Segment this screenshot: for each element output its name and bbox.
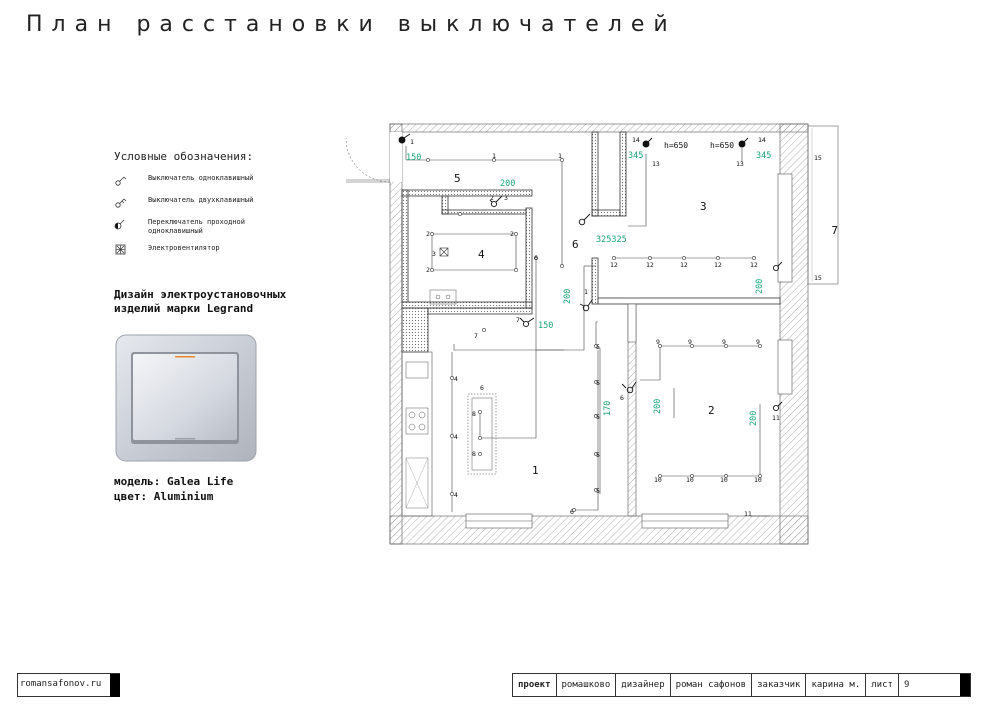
footer-site: romansafonov.ru xyxy=(20,679,102,689)
room-label-1: 1 xyxy=(532,464,539,477)
point-number: 6 xyxy=(570,508,574,516)
room-label-5: 5 xyxy=(454,172,461,185)
point-number: 9 xyxy=(656,338,660,346)
point-number: 14 xyxy=(632,136,640,144)
point-number: 1 xyxy=(410,138,414,146)
point-number: 6 xyxy=(480,384,484,392)
dim-label: 150 xyxy=(538,321,554,331)
floor-plan xyxy=(330,118,840,548)
point-number: 12 xyxy=(750,261,758,269)
dim-label: 200 xyxy=(749,410,759,426)
point-number: 6 xyxy=(534,254,538,262)
dim-label: 170 xyxy=(603,400,613,416)
dim-label: 325325 xyxy=(596,235,627,245)
dim-label: 345 xyxy=(756,151,772,161)
page-title: План расстановки выключателей xyxy=(26,12,677,37)
point-number: 4 xyxy=(454,375,458,383)
point-number: 10 xyxy=(754,476,762,484)
outer-walls xyxy=(390,124,808,544)
point-number: 10 xyxy=(686,476,694,484)
point-number: 2 xyxy=(490,194,494,202)
footer-designer-label: дизайнер xyxy=(616,674,670,696)
point-number: 4 xyxy=(454,433,458,441)
color-label: цвет: Aluminium xyxy=(114,490,214,503)
room-label-7: 7 xyxy=(831,224,838,237)
dim-label: 200 xyxy=(500,179,516,189)
point-number: 5 xyxy=(596,343,600,351)
footer-sheet-value: 9 xyxy=(903,680,910,690)
footer-client-value: карина м. xyxy=(806,674,866,696)
point-number: 5 xyxy=(596,413,600,421)
point-number: 15 xyxy=(814,154,822,162)
pass-through-switch-icon xyxy=(114,217,128,231)
point-number: 8 xyxy=(472,410,476,418)
room-label-3: 3 xyxy=(700,200,707,213)
point-number: 13 xyxy=(736,160,744,168)
legend-header: Условные обозначения: xyxy=(114,150,254,163)
point-number: 10 xyxy=(720,476,728,484)
point-number: 4 xyxy=(454,491,458,499)
point-number: 7 xyxy=(516,316,520,324)
height-marks xyxy=(664,141,734,150)
point-number: 11 xyxy=(744,510,752,518)
room-label-2: 2 xyxy=(708,404,715,417)
footer-stamp xyxy=(512,673,971,697)
point-number: 1 xyxy=(492,152,496,160)
point-number: 2 xyxy=(426,230,430,238)
dim-label: 150 xyxy=(406,153,422,163)
point-number: 15 xyxy=(814,274,822,282)
point-number: 9 xyxy=(688,338,692,346)
point-number: 12 xyxy=(646,261,654,269)
point-number: 13 xyxy=(652,160,660,168)
dim-label: 345 xyxy=(628,151,644,161)
point-number: 1 xyxy=(558,152,562,160)
switch-corridor xyxy=(580,300,592,311)
legend-label: Выключатель одноклавишный xyxy=(148,174,254,182)
model-info xyxy=(114,474,233,504)
dim-label: 200 xyxy=(563,288,573,304)
footer-bar xyxy=(960,674,970,696)
footer-designer-value: роман сафонов xyxy=(671,674,752,696)
legend-item-double-switch xyxy=(114,195,294,213)
point-number: 14 xyxy=(758,136,766,144)
wiring xyxy=(406,146,770,516)
fan-icon xyxy=(440,248,448,256)
point-number: 12 xyxy=(680,261,688,269)
legend-item-single-switch xyxy=(114,173,294,191)
legend-item-fan xyxy=(114,243,294,261)
point-number: 5 xyxy=(596,451,600,459)
height-mark: h=650 xyxy=(710,141,735,150)
fan-icon xyxy=(114,243,128,257)
design-title: Дизайн электроустановочных изделий марки Legrand xyxy=(114,288,287,315)
model-label: модель: Galea Life xyxy=(114,475,234,488)
legend-label: Электровентилятор xyxy=(148,244,220,252)
footer-sheet-label: лист xyxy=(866,674,899,696)
point-number: 5 xyxy=(596,379,600,387)
room-label-4: 4 xyxy=(478,248,485,261)
footer-project-label: проект xyxy=(513,674,557,696)
double-switch-icon xyxy=(114,195,128,209)
point-number: 5 xyxy=(596,487,600,495)
switch-room3-b xyxy=(739,138,748,147)
dim-label: 200 xyxy=(653,398,663,414)
point-number: 12 xyxy=(610,261,618,269)
legend-label: Выключатель двухклавишный xyxy=(148,196,254,204)
point-number: 10 xyxy=(654,476,662,484)
footer-bar xyxy=(110,674,120,697)
footer-project-value: ромашково xyxy=(557,674,617,696)
point-number: 2 xyxy=(510,230,514,238)
point-number: 11 xyxy=(772,414,780,422)
height-mark: h=650 xyxy=(664,141,689,150)
point-number: 2 xyxy=(426,266,430,274)
single-switch-icon xyxy=(114,173,128,187)
switch-corridor-2 xyxy=(579,214,590,225)
switch-room3-a xyxy=(643,138,652,147)
point-number: 3 xyxy=(504,194,508,202)
point-number: 12 xyxy=(714,261,722,269)
point-number: 9 xyxy=(756,338,760,346)
legend xyxy=(114,150,294,265)
room-label-6: 6 xyxy=(572,238,579,251)
footer-client-label: заказчик xyxy=(752,674,806,696)
footer-site-box xyxy=(17,673,120,697)
legend-item-pass-switch xyxy=(114,217,294,239)
switch-photo xyxy=(115,334,257,462)
inner-walls xyxy=(402,132,780,516)
switch-kitchen xyxy=(520,318,534,327)
dim-label: 200 xyxy=(755,278,765,294)
point-number: 8 xyxy=(472,450,476,458)
point-number: 3 xyxy=(432,250,436,258)
point-number: 1 xyxy=(584,288,588,296)
point-number: 9 xyxy=(722,338,726,346)
point-number: 7 xyxy=(474,332,478,340)
legend-label: Переключатель проходной одноклавишный xyxy=(148,218,245,235)
point-number: 6 xyxy=(620,394,624,402)
